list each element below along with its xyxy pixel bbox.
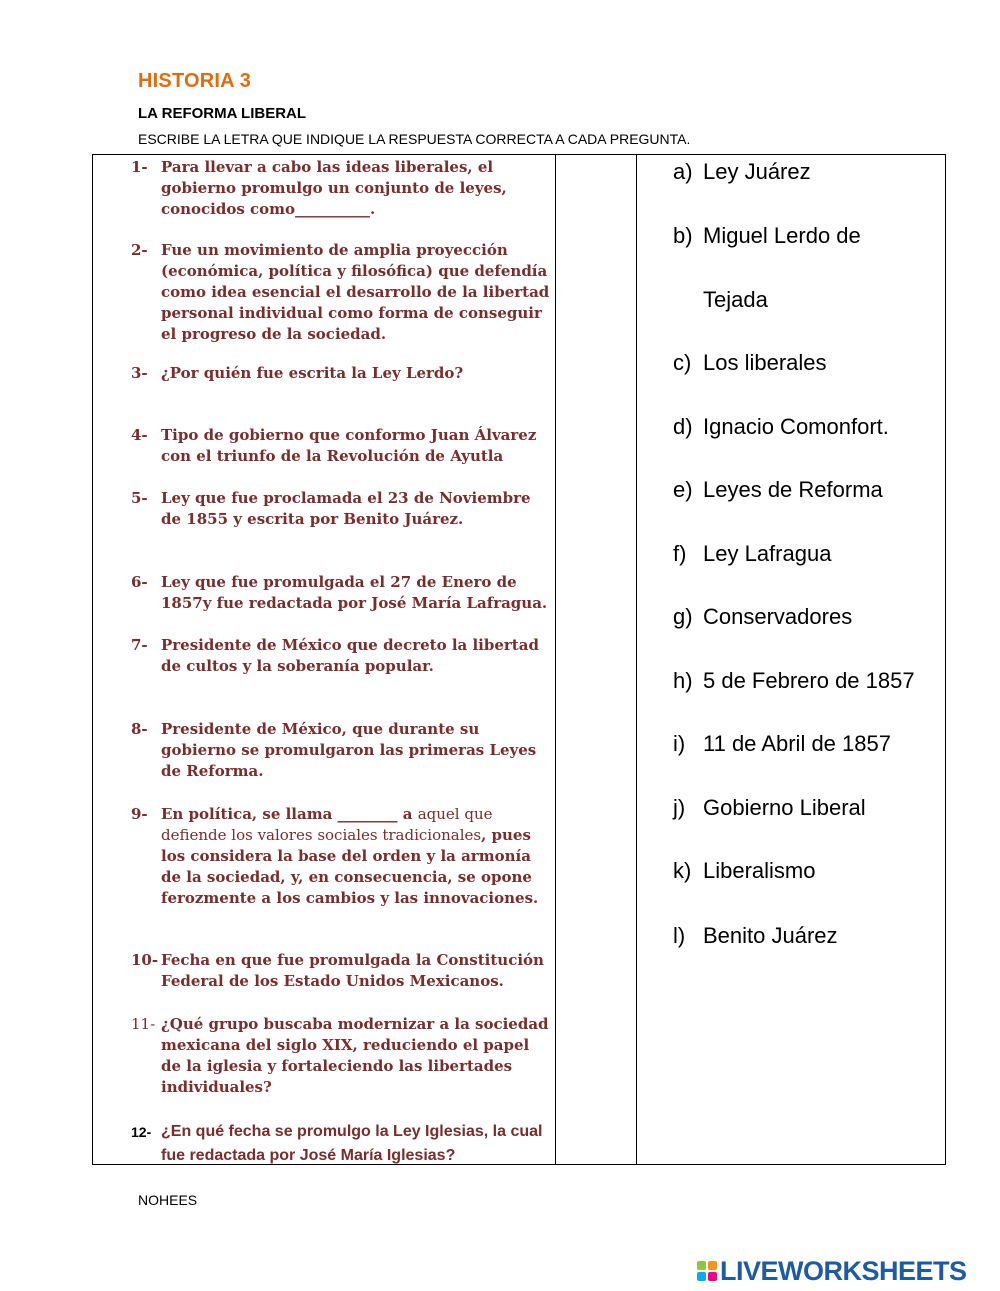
answer-letter: b): [673, 223, 693, 248]
answer-text: Ley Lafragua: [703, 541, 832, 566]
question-text-part: En política, se llama ________ a: [161, 805, 418, 823]
question-number: 8-: [131, 720, 148, 738]
worksheet-table: [92, 154, 946, 1165]
answer-text: 5 de Febrero de 1857: [703, 668, 915, 693]
answer-text: Ley Juárez: [703, 159, 811, 184]
answer-text: Benito Juárez: [703, 923, 838, 948]
answer-letter: e): [673, 477, 693, 502]
answer-text: Miguel Lerdo de: [703, 223, 861, 248]
question-number: 2-: [131, 241, 148, 259]
question-7: [131, 635, 551, 677]
answer-text: Liberalismo: [703, 858, 816, 883]
question-text-part: , pues los considera la base del orden y la armonía de la sociedad, y, en consecuencia, se opone ferozmente a los cambios y las innovaciones.: [161, 826, 539, 907]
logo-text: LIVEWORKSHEETS: [720, 1255, 967, 1286]
answer-text: 11 de Abril de 1857: [703, 731, 891, 756]
question-text: [161, 804, 551, 909]
question-text: Fue un movimiento de amplia proyección (económica, política y filosófica) que defendía como idea esencial el desarrollo de la libertad personal individual como forma de conseguir el progreso de la sociedad.: [161, 241, 550, 343]
answer-g: [673, 603, 953, 631]
question-text: Presidente de México que decreto la libertad de cultos y la soberanía popular.: [161, 636, 539, 675]
question-number: 10-: [131, 951, 159, 969]
question-text: Ley que fue promulgada el 27 de Enero de 1857y fue redactada por José María Lafragua.: [161, 573, 548, 612]
answer-text: Conservadores: [703, 604, 853, 629]
question-number: 9-: [131, 805, 148, 823]
logo-square-icon: [708, 1272, 717, 1281]
question-text: Ley que fue proclamada el 23 de Noviembre de 1855 y escrita por Benito Juárez.: [161, 489, 531, 528]
logo-mark-icon: [697, 1261, 717, 1281]
question-10: [131, 950, 551, 992]
question-3: [131, 363, 551, 384]
answer-text: Leyes de Reforma: [703, 477, 883, 502]
question-1: [131, 157, 551, 220]
question-text: Para llevar a cabo las ideas liberales, el gobierno promulgo un conjunto de leyes, conocidos como__________.: [161, 158, 507, 218]
answer-letter: d): [673, 414, 693, 439]
answer-letter: h): [673, 668, 693, 693]
worksheet-subtitle: LA REFORMA LIBERAL: [138, 105, 307, 122]
question-11: [131, 1014, 551, 1098]
question-9: [131, 804, 551, 909]
answer-text: Gobierno Liberal: [703, 795, 866, 820]
answer-b-continued: [673, 286, 953, 314]
question-number: 5-: [131, 489, 148, 507]
answer-j: [673, 794, 953, 822]
question-number: 4-: [131, 426, 148, 444]
answer-l: [673, 922, 953, 950]
worksheet-instructions: ESCRIBE LA LETRA QUE INDIQUE LA RESPUESTA CORRECTA A CADA PREGUNTA.: [138, 131, 691, 147]
question-5: [131, 488, 551, 530]
answer-d: [673, 413, 953, 441]
question-number: 1-: [131, 158, 148, 176]
answer-i: [673, 730, 953, 758]
question-text: Fecha en que fue promulgada la Constitución Federal de los Estado Unidos Mexicanos.: [161, 951, 544, 990]
answer-h: [673, 667, 953, 695]
logo-square-icon: [697, 1272, 706, 1281]
question-4: [131, 425, 551, 467]
logo-square-icon: [708, 1261, 717, 1270]
worksheet-title: HISTORIA 3: [138, 70, 252, 92]
column-divider-1: [555, 155, 556, 1164]
question-number: 6-: [131, 573, 148, 591]
answer-letter: f): [673, 541, 687, 566]
answer-a: [673, 158, 953, 186]
answer-letter: a): [673, 159, 693, 184]
answer-letter: l): [673, 923, 686, 948]
logo-square-icon: [697, 1261, 706, 1270]
question-number: 12-: [131, 1124, 152, 1140]
question-text: ¿Qué grupo buscaba modernizar a la sociedad mexicana del siglo XIX, reduciendo el papel de la iglesia y fortaleciendo las libertades individuales?: [161, 1015, 549, 1096]
question-2: [131, 240, 551, 345]
answer-b: [673, 222, 953, 250]
question-text: Presidente de México, que durante su gobierno se promulgaron las primeras Leyes de Reforma.: [161, 720, 537, 780]
column-divider-2: [636, 155, 637, 1164]
liveworksheets-logo: [697, 1256, 967, 1286]
answer-k: [673, 857, 953, 885]
answer-letter: j): [673, 795, 686, 820]
footer-note: NOHEES: [138, 1192, 198, 1208]
answer-letter: c): [673, 350, 692, 375]
answer-c: [673, 349, 953, 377]
answer-text: Tejada: [703, 287, 768, 312]
answer-letter: i): [673, 731, 686, 756]
question-8: [131, 719, 551, 782]
answer-e: [673, 476, 953, 504]
answer-letter: g): [673, 604, 693, 629]
question-text: ¿En qué fecha se promulgo la Ley Iglesias, la cual fue redactada por José María Iglesias?: [161, 1123, 543, 1164]
answer-f: [673, 540, 953, 568]
question-12: [131, 1120, 551, 1168]
question-text: ¿Por quién fue escrita la Ley Lerdo?: [161, 364, 464, 382]
question-number: 7-: [131, 636, 148, 654]
question-number: 3-: [131, 364, 148, 382]
question-text-part: aquel que defiende los valores sociales tradicionales: [161, 805, 493, 844]
answer-letter: k): [673, 858, 692, 883]
question-number: 11-: [131, 1015, 156, 1033]
question-6: [131, 572, 551, 614]
answer-text: Los liberales: [703, 350, 827, 375]
question-text: Tipo de gobierno que conformo Juan Álvarez con el triunfo de la Revolución de Ayutla: [161, 426, 537, 465]
answer-text: Ignacio Comonfort.: [703, 414, 889, 439]
